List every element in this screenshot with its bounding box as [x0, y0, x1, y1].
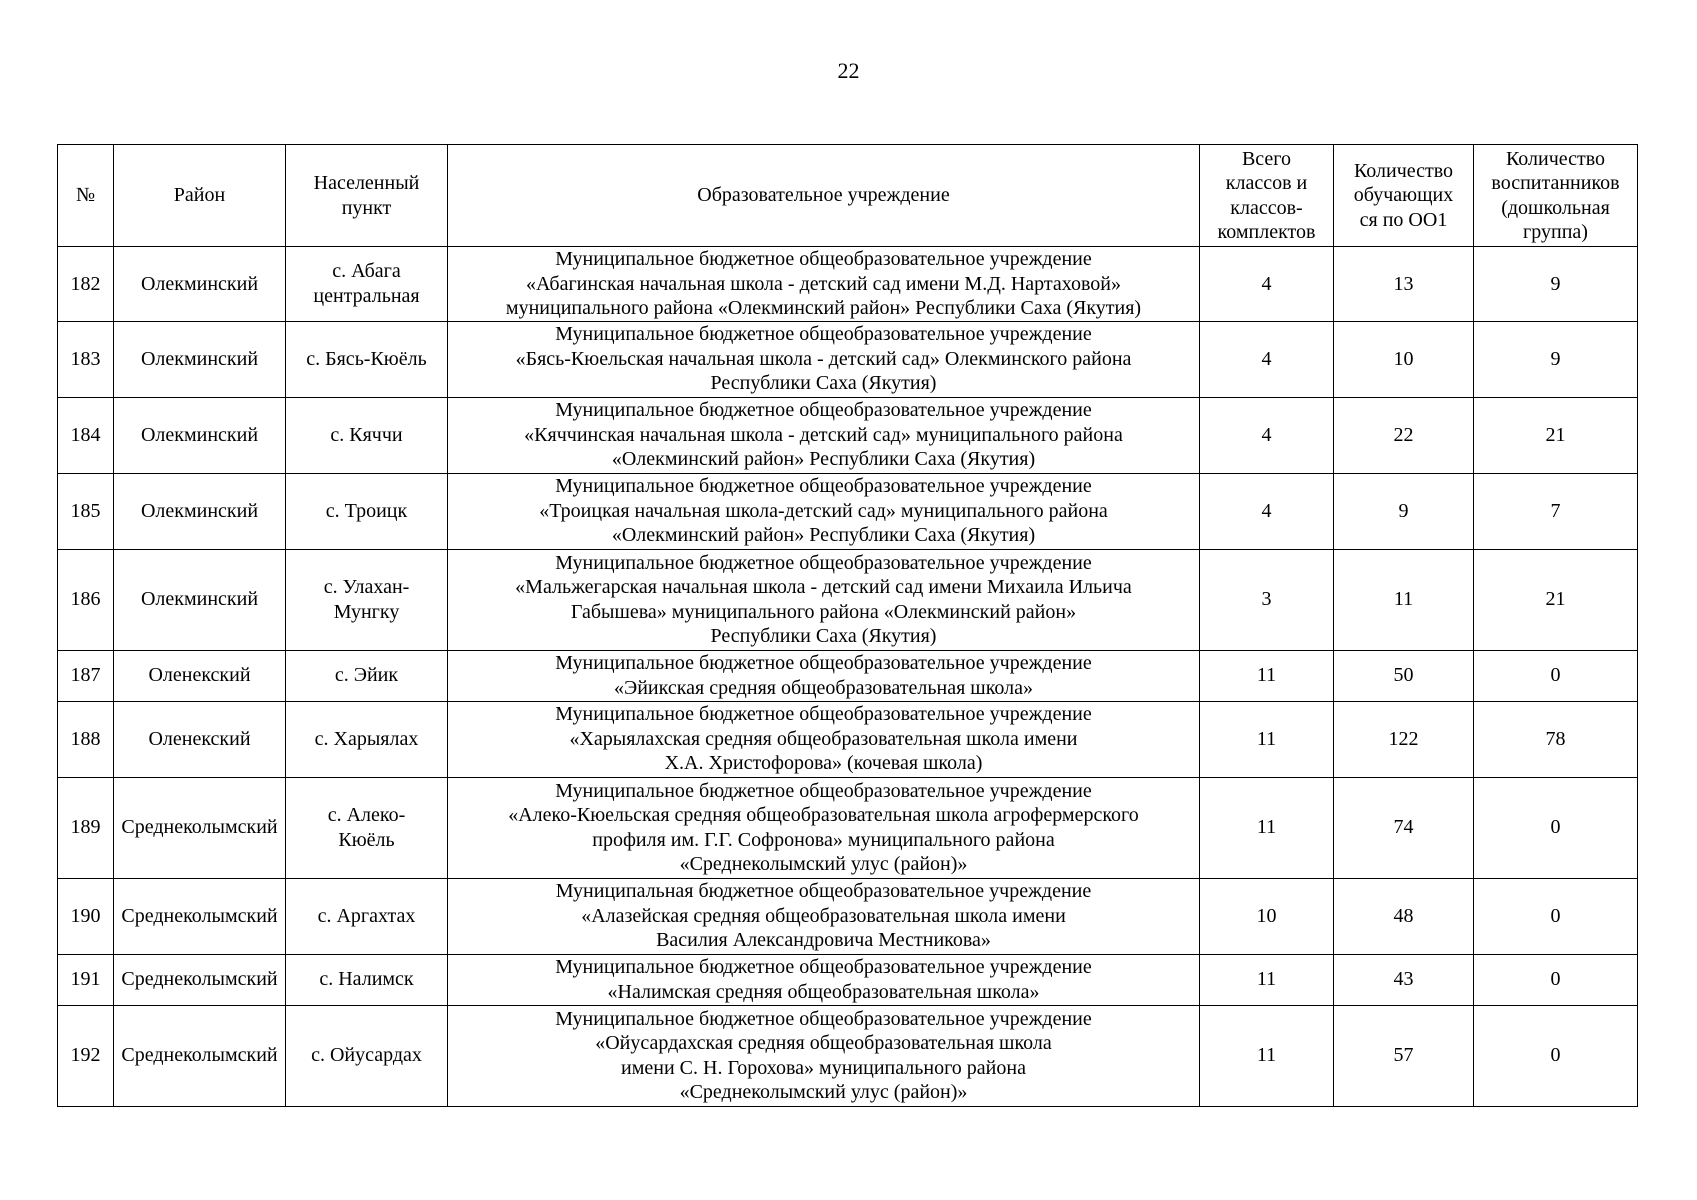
row-settlement: с. Алеко- Кюёль	[286, 777, 448, 878]
row-district: Олекминский	[114, 549, 286, 650]
row-district: Оленекский	[114, 650, 286, 701]
row-district: Среднеколымский	[114, 954, 286, 1005]
row-district: Олекминский	[114, 321, 286, 397]
header-institution: Образовательное учреждение	[448, 145, 1200, 247]
table-row	[58, 549, 1638, 650]
row-classes: 3	[1200, 549, 1334, 650]
table-row	[58, 321, 1638, 397]
table-row	[58, 397, 1638, 473]
row-settlement: с. Ойусардах	[286, 1005, 448, 1106]
header-number: №	[58, 145, 114, 247]
row-settlement: с. Бясь-Кюёль	[286, 321, 448, 397]
row-settlement: с. Эйик	[286, 650, 448, 701]
row-preschool: 21	[1474, 549, 1638, 650]
header-settlement: Населенный пункт	[286, 145, 448, 247]
row-district: Среднеколымский	[114, 878, 286, 954]
header-classes: Всего классов и классов- комплектов	[1200, 145, 1334, 247]
row-classes: 11	[1200, 777, 1334, 878]
header-district: Район	[114, 145, 286, 247]
row-institution: Муниципальное бюджетное общеобразовательное учреждение «Ойусардахская средняя общеобразовательная школа имени С. Н. Горохова» муниципального района «Среднеколымский улус (район)»	[448, 1005, 1200, 1106]
row-preschool: 7	[1474, 473, 1638, 549]
row-preschool: 0	[1474, 1005, 1638, 1106]
row-number: 187	[58, 650, 114, 701]
row-students: 57	[1334, 1005, 1474, 1106]
row-number: 190	[58, 878, 114, 954]
row-preschool: 9	[1474, 247, 1638, 322]
row-students: 9	[1334, 473, 1474, 549]
table-row	[58, 473, 1638, 549]
row-classes: 11	[1200, 1005, 1334, 1106]
table-row	[58, 954, 1638, 1005]
table-row	[58, 247, 1638, 322]
row-institution: Муниципальное бюджетное общеобразовательное учреждение «Троицкая начальная школа-детский сад» муниципального района «Олекминский район» Республики Саха (Якутия)	[448, 473, 1200, 549]
row-institution: Муниципальное бюджетное общеобразовательное учреждение «Харыялахская средняя общеобразовательная школа имени Х.А. Христофорова» (кочевая школа)	[448, 701, 1200, 777]
row-settlement: с. Аргахтах	[286, 878, 448, 954]
row-number: 185	[58, 473, 114, 549]
row-students: 74	[1334, 777, 1474, 878]
row-number: 184	[58, 397, 114, 473]
header-row	[58, 145, 1638, 247]
row-classes: 11	[1200, 701, 1334, 777]
table-row	[58, 701, 1638, 777]
schools-table	[57, 144, 1638, 1107]
row-institution: Муниципальное бюджетное общеобразовательное учреждение «Эйикская средняя общеобразовательная школа»	[448, 650, 1200, 701]
table-header	[58, 145, 1638, 247]
page-number: 22	[837, 58, 860, 83]
row-preschool: 78	[1474, 701, 1638, 777]
header-preschool: Количество воспитанников (дошкольная группа)	[1474, 145, 1638, 247]
row-institution: Муниципальная бюджетное общеобразовательное учреждение «Алазейская средняя общеобразовательная школа имени Василия Александровича Местникова»	[448, 878, 1200, 954]
row-preschool: 9	[1474, 321, 1638, 397]
table-row	[58, 777, 1638, 878]
row-preschool: 0	[1474, 954, 1638, 1005]
row-students: 22	[1334, 397, 1474, 473]
row-classes: 4	[1200, 397, 1334, 473]
table-row	[58, 1005, 1638, 1106]
row-students: 11	[1334, 549, 1474, 650]
table-body	[58, 247, 1638, 1107]
row-number: 191	[58, 954, 114, 1005]
row-district: Оленекский	[114, 701, 286, 777]
row-students: 13	[1334, 247, 1474, 322]
row-settlement: с. Абага центральная	[286, 247, 448, 322]
row-settlement: с. Кяччи	[286, 397, 448, 473]
row-students: 50	[1334, 650, 1474, 701]
row-number: 188	[58, 701, 114, 777]
row-classes: 4	[1200, 247, 1334, 322]
row-number: 192	[58, 1005, 114, 1106]
row-preschool: 0	[1474, 878, 1638, 954]
row-classes: 11	[1200, 954, 1334, 1005]
row-number: 182	[58, 247, 114, 322]
table-row	[58, 650, 1638, 701]
row-institution: Муниципальное бюджетное общеобразовательное учреждение «Абагинская начальная школа - детский сад имени М.Д. Нартаховой» муниципального района «Олекминский район» Республики Саха (Якутия)	[448, 247, 1200, 322]
row-settlement: с. Харыялах	[286, 701, 448, 777]
row-preschool: 0	[1474, 777, 1638, 878]
table-row	[58, 878, 1638, 954]
row-district: Олекминский	[114, 247, 286, 322]
row-students: 43	[1334, 954, 1474, 1005]
row-district: Олекминский	[114, 397, 286, 473]
row-classes: 4	[1200, 321, 1334, 397]
header-students: Количество обучающих ся по ОО1	[1334, 145, 1474, 247]
row-institution: Муниципальное бюджетное общеобразовательное учреждение «Алеко-Кюельская средняя общеобразовательная школа агрофермерского профиля им. Г.Г. Софронова» муниципального района «Среднеколымский улус (район)»	[448, 777, 1200, 878]
row-preschool: 21	[1474, 397, 1638, 473]
row-classes: 4	[1200, 473, 1334, 549]
row-district: Среднеколымский	[114, 777, 286, 878]
row-settlement: с. Налимск	[286, 954, 448, 1005]
row-institution: Муниципальное бюджетное общеобразовательное учреждение «Кяччинская начальная школа - детский сад» муниципального района «Олекминский район» Республики Саха (Якутия)	[448, 397, 1200, 473]
row-number: 186	[58, 549, 114, 650]
row-settlement: с. Улахан- Мунгку	[286, 549, 448, 650]
row-students: 10	[1334, 321, 1474, 397]
row-classes: 10	[1200, 878, 1334, 954]
row-number: 183	[58, 321, 114, 397]
row-number: 189	[58, 777, 114, 878]
row-settlement: с. Троицк	[286, 473, 448, 549]
row-district: Олекминский	[114, 473, 286, 549]
row-institution: Муниципальное бюджетное общеобразовательное учреждение «Мальжегарская начальная школа - детский сад имени Михаила Ильича Габышева» муниципального района «Олекминский район» Республики Саха (Якутия)	[448, 549, 1200, 650]
row-preschool: 0	[1474, 650, 1638, 701]
row-institution: Муниципальное бюджетное общеобразовательное учреждение «Налимская средняя общеобразовательная школа»	[448, 954, 1200, 1005]
row-students: 122	[1334, 701, 1474, 777]
row-institution: Муниципальное бюджетное общеобразовательное учреждение «Бясь-Кюельская начальная школа - детский сад» Олекминского района Республики Саха (Якутия)	[448, 321, 1200, 397]
row-classes: 11	[1200, 650, 1334, 701]
row-district: Среднеколымский	[114, 1005, 286, 1106]
row-students: 48	[1334, 878, 1474, 954]
